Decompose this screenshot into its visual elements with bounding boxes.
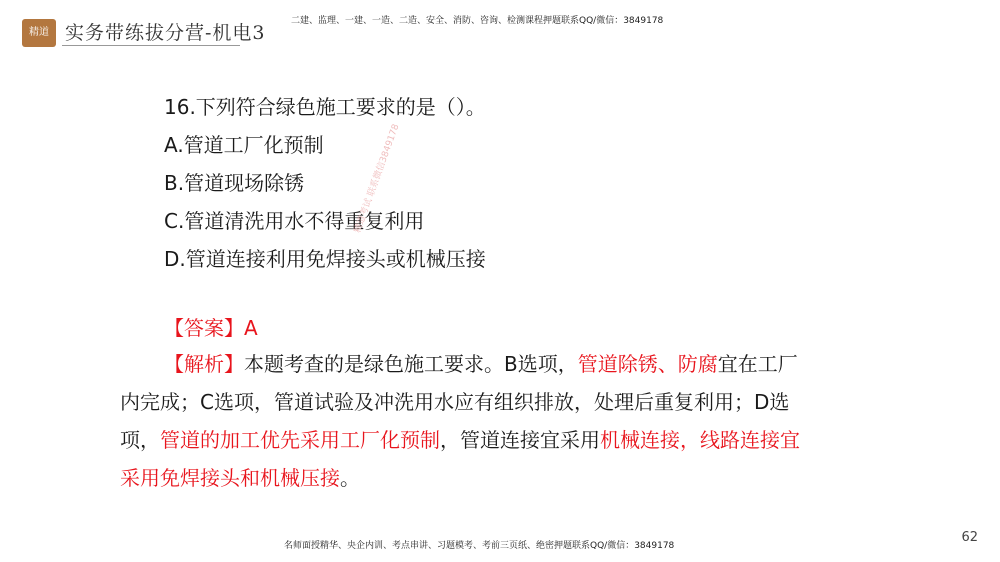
analysis-highlight-1: 管道除锈、防腐 (577, 352, 718, 376)
answer-value: A (244, 316, 258, 340)
analysis-highlight-3: 机械连接，线路连接宜采用免焊接头和机械压接 (120, 428, 800, 490)
answer-label: 【答案】 (164, 316, 244, 340)
bottom-contact-banner: 名师面授精华、央企内训、考点串讲、习题模考、考前三页纸、绝密押题联系QQ/微信：3849178 (284, 541, 675, 551)
watermark-text: 精道考试 联系微信3849178 (352, 123, 402, 235)
answer-line (164, 310, 258, 346)
option-a: A.管道工厂化预制 (164, 133, 324, 157)
analysis-highlight-2: 管道的加工优先采用工厂化预制 (160, 428, 440, 452)
option-c: C.管道清洗用水不得重复利用 (164, 209, 425, 233)
question-block (164, 88, 486, 278)
page-number: 62 (961, 530, 978, 545)
analysis-text-2: 宜在工厂内完成；C选项，管道试验及冲洗用水应有组织排放，处理后重复利用；D选项， (120, 352, 798, 452)
top-contact-banner: 二建、监理、一建、一造、二造、安全、消防、咨询、检测课程押题联系QQ/微信：3849178 (291, 16, 664, 26)
option-d: D.管道连接利用免焊接头或机械压接 (164, 247, 486, 271)
analysis-text-1: 本题考查的是绿色施工要求。B选项， (244, 352, 578, 376)
option-b: B.管道现场除锈 (164, 171, 305, 195)
analysis-text-3: ，管道连接宜采用 (440, 428, 600, 452)
title-underline (62, 45, 240, 46)
question-stem: 16.下列符合绿色施工要求的是（）。 (164, 95, 486, 119)
analysis-paragraph (120, 345, 800, 497)
analysis-text-4: 。 (340, 466, 360, 490)
analysis-label: 【解析】 (164, 352, 244, 376)
course-title: 实务带练拔分营-机电3 (65, 22, 266, 44)
brand-logo: 精道 (22, 19, 56, 47)
